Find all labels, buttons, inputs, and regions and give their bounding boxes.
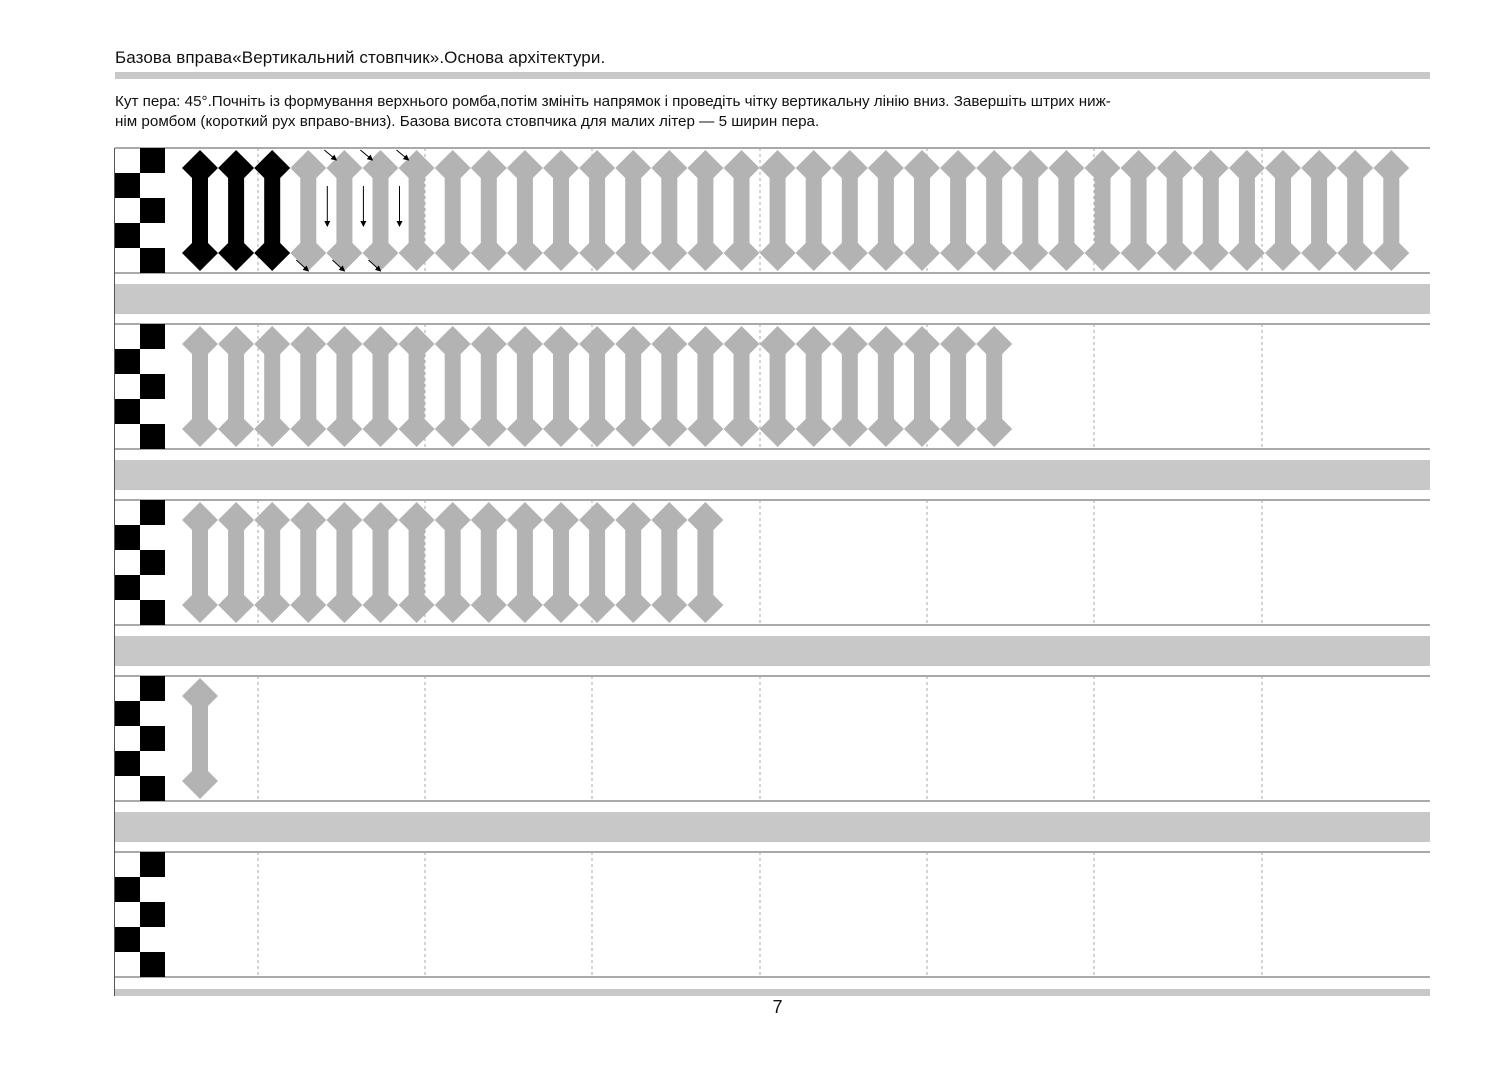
trace-vertical-stroke bbox=[904, 150, 940, 271]
trace-vertical-stroke bbox=[687, 326, 723, 447]
trace-vertical-stroke bbox=[579, 502, 615, 623]
trace-vertical-stroke bbox=[1012, 150, 1048, 271]
row-separator-band bbox=[115, 812, 1430, 842]
nib-scale-square bbox=[140, 726, 165, 751]
practice-row-2 bbox=[115, 324, 1430, 490]
instruction-line-1: Кут пера: 45°.Почніть із формування верхнього ромба,потім змініть напрямок і проведіть чітку вертикальну лінію вниз. Завершіть штрих ниж- bbox=[115, 93, 1111, 110]
trace-vertical-stroke bbox=[651, 502, 687, 623]
trace-vertical-stroke bbox=[1265, 150, 1301, 271]
nib-scale-square bbox=[140, 676, 165, 701]
nib-scale-square bbox=[140, 424, 165, 449]
trace-vertical-stroke bbox=[796, 326, 832, 447]
trace-vertical-stroke bbox=[399, 326, 435, 447]
trace-vertical-stroke bbox=[290, 326, 326, 447]
trace-vertical-stroke bbox=[435, 502, 471, 623]
trace-vertical-stroke bbox=[760, 150, 796, 271]
practice-row-3 bbox=[115, 500, 1430, 666]
trace-vertical-stroke bbox=[579, 326, 615, 447]
trace-vertical-stroke bbox=[471, 150, 507, 271]
trace-vertical-stroke bbox=[363, 502, 399, 623]
trace-vertical-stroke bbox=[1048, 150, 1084, 271]
nib-scale-square bbox=[140, 952, 165, 977]
trace-vertical-stroke bbox=[615, 502, 651, 623]
trace-vertical-stroke bbox=[976, 326, 1012, 447]
trace-vertical-stroke bbox=[976, 150, 1012, 271]
trace-vertical-stroke bbox=[904, 326, 940, 447]
practice-row-4 bbox=[115, 676, 1430, 842]
trace-vertical-stroke bbox=[218, 502, 254, 623]
trace-vertical-stroke bbox=[724, 150, 760, 271]
instruction-line-2: нім ромбом (короткий рух вправо-вниз). Базова висота стовпчика для малих літер — 5 ширин пера. bbox=[115, 113, 820, 130]
trace-vertical-stroke bbox=[940, 150, 976, 271]
trace-vertical-stroke bbox=[832, 326, 868, 447]
trace-vertical-stroke bbox=[218, 326, 254, 447]
trace-vertical-stroke bbox=[1157, 150, 1193, 271]
trace-vertical-stroke bbox=[326, 326, 362, 447]
trace-vertical-stroke bbox=[1193, 150, 1229, 271]
trace-vertical-stroke bbox=[471, 326, 507, 447]
trace-vertical-stroke bbox=[435, 326, 471, 447]
trace-vertical-stroke bbox=[724, 326, 760, 447]
trace-vertical-stroke bbox=[363, 326, 399, 447]
row-separator-band bbox=[115, 460, 1430, 490]
trace-vertical-stroke bbox=[182, 678, 218, 799]
trace-vertical-stroke bbox=[1337, 150, 1373, 271]
nib-scale-square bbox=[115, 927, 140, 952]
trace-vertical-stroke bbox=[182, 502, 218, 623]
practice-row-5 bbox=[115, 852, 1430, 977]
footer-separator-bar bbox=[115, 989, 1430, 996]
trace-vertical-stroke bbox=[832, 150, 868, 271]
arrow-top-diagonal bbox=[324, 150, 336, 160]
trace-vertical-stroke bbox=[1121, 150, 1157, 271]
worksheet-title: Базова вправа«Вертикальний стовпчик».Основа архітектури. bbox=[115, 48, 606, 67]
trace-vertical-stroke bbox=[254, 326, 290, 447]
trace-vertical-stroke bbox=[543, 326, 579, 447]
trace-vertical-stroke bbox=[399, 502, 435, 623]
trace-vertical-stroke bbox=[290, 150, 326, 271]
trace-vertical-stroke bbox=[326, 502, 362, 623]
trace-vertical-stroke bbox=[435, 150, 471, 271]
nib-scale-square bbox=[115, 349, 140, 374]
trace-vertical-stroke bbox=[326, 150, 362, 271]
page-number: 7 bbox=[772, 997, 783, 1017]
nib-scale-square bbox=[115, 877, 140, 902]
trace-vertical-stroke bbox=[543, 502, 579, 623]
trace-vertical-stroke bbox=[471, 502, 507, 623]
nib-scale-square bbox=[140, 550, 165, 575]
trace-vertical-stroke bbox=[399, 150, 435, 271]
nib-scale-square bbox=[115, 525, 140, 550]
trace-vertical-stroke bbox=[1373, 150, 1409, 271]
nib-scale-square bbox=[115, 701, 140, 726]
trace-vertical-stroke bbox=[182, 326, 218, 447]
model-vertical-stroke bbox=[218, 150, 254, 271]
trace-vertical-stroke bbox=[363, 150, 399, 271]
trace-vertical-stroke bbox=[1229, 150, 1265, 271]
model-vertical-stroke bbox=[182, 150, 218, 271]
trace-vertical-stroke bbox=[615, 150, 651, 271]
nib-scale-square bbox=[140, 852, 165, 877]
row-separator-band bbox=[115, 284, 1430, 314]
trace-vertical-stroke bbox=[651, 326, 687, 447]
nib-scale-square bbox=[115, 223, 140, 248]
arrow-top-diagonal bbox=[360, 150, 372, 160]
nib-scale-square bbox=[140, 148, 165, 173]
trace-vertical-stroke bbox=[687, 502, 723, 623]
trace-vertical-stroke bbox=[1085, 150, 1121, 271]
nib-scale-square bbox=[140, 374, 165, 399]
nib-scale-square bbox=[115, 751, 140, 776]
trace-vertical-stroke bbox=[543, 150, 579, 271]
trace-vertical-stroke bbox=[651, 150, 687, 271]
trace-vertical-stroke bbox=[507, 502, 543, 623]
trace-vertical-stroke bbox=[868, 150, 904, 271]
trace-vertical-stroke bbox=[796, 150, 832, 271]
trace-vertical-stroke bbox=[290, 502, 326, 623]
trace-vertical-stroke bbox=[579, 150, 615, 271]
trace-vertical-stroke bbox=[868, 326, 904, 447]
practice-row-1 bbox=[115, 148, 1430, 314]
nib-scale-square bbox=[115, 399, 140, 424]
trace-vertical-stroke bbox=[615, 326, 651, 447]
trace-vertical-stroke bbox=[507, 326, 543, 447]
nib-scale-square bbox=[140, 500, 165, 525]
row-separator-band bbox=[115, 636, 1430, 666]
trace-vertical-stroke bbox=[940, 326, 976, 447]
nib-scale-square bbox=[115, 173, 140, 198]
arrow-top-diagonal bbox=[397, 150, 409, 160]
nib-scale-square bbox=[140, 776, 165, 801]
trace-vertical-stroke bbox=[760, 326, 796, 447]
model-vertical-stroke bbox=[254, 150, 290, 271]
nib-scale-square bbox=[140, 198, 165, 223]
nib-scale-square bbox=[140, 902, 165, 927]
left-margin-rule bbox=[114, 148, 115, 996]
nib-scale-square bbox=[115, 575, 140, 600]
nib-scale-square bbox=[140, 324, 165, 349]
trace-vertical-stroke bbox=[1301, 150, 1337, 271]
nib-scale-square bbox=[140, 248, 165, 273]
trace-vertical-stroke bbox=[687, 150, 723, 271]
trace-vertical-stroke bbox=[507, 150, 543, 271]
trace-vertical-stroke bbox=[254, 502, 290, 623]
nib-scale-square bbox=[140, 600, 165, 625]
